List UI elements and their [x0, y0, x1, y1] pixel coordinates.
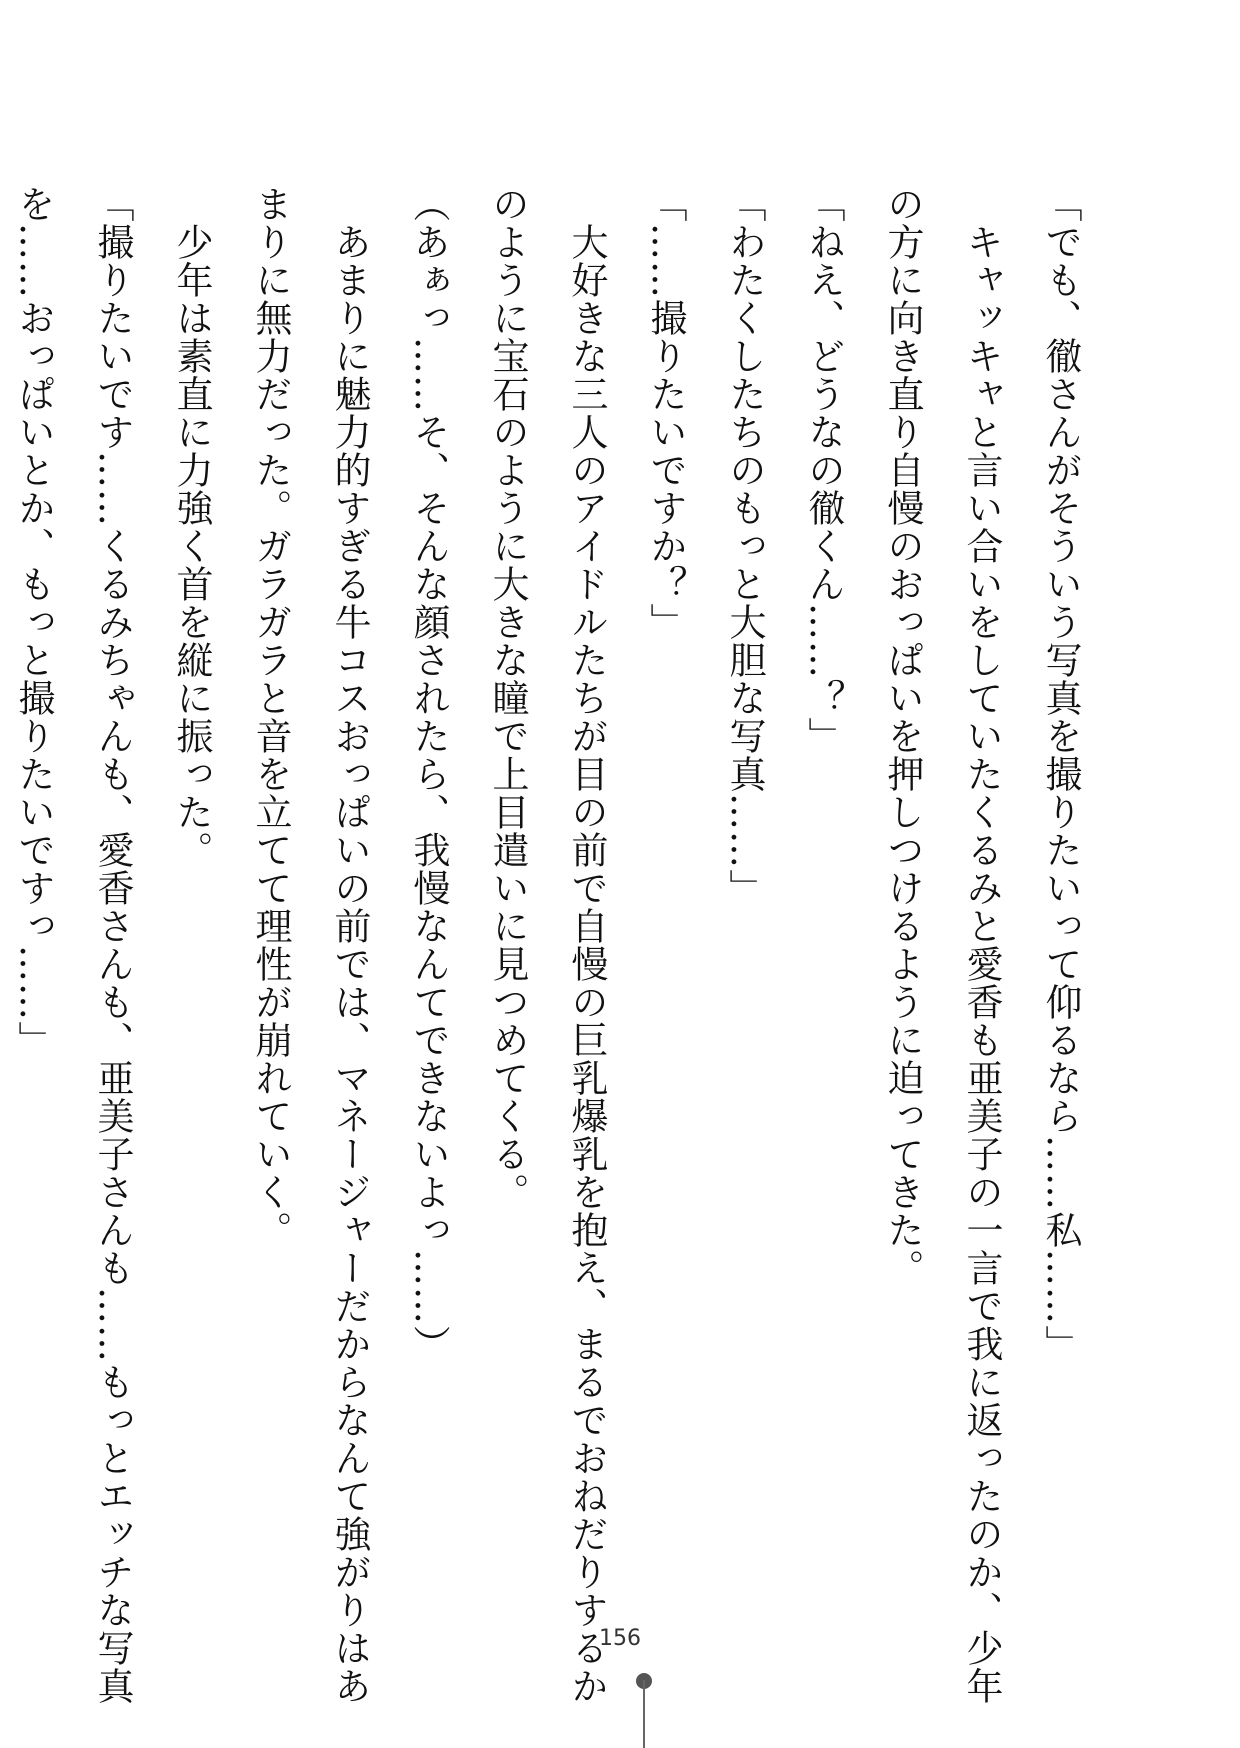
text-line: を……おっぱいとか、もっと撮りたいですっ……」	[12, 185, 55, 1059]
text-line: キャッキャと言い合いをしていたくるみと愛香も亜美子の一言で我に返ったのか、少年	[960, 185, 1003, 1705]
text-line: 大好きな三人のアイドルたちが目の前で自慢の巨乳爆乳を抱え、まるでおねだりするか	[565, 185, 608, 1705]
text-line: まりに無力だった。ガラガラと音を立てて理性が崩れていく。	[249, 185, 292, 1249]
text-line: （あぁっ……そ、そんな顔されたら、我慢なんてできないよっ……）	[407, 185, 450, 1363]
text-line: 「ねえ、どうなの徹くん……？」	[802, 185, 845, 755]
text-line: 「……撮りたいですか？」	[644, 185, 687, 641]
text-line: 「わたくしたちのもっと大胆な写真……」	[723, 185, 766, 907]
page-number: 156	[599, 1626, 641, 1651]
text-line: あまりに魅力的すぎる牛コスおっぱいの前では、マネージャーだからなんて強がりはあ	[328, 185, 371, 1705]
text-line: の方に向き直り自慢のおっぱいを押しつけるように迫ってきた。	[881, 185, 924, 1287]
text-line: 「撮りたいです……くるみちゃんも、愛香さんも、亜美子さんも……もっとエッチな写真	[91, 185, 134, 1705]
text-line: 少年は素直に力強く首を縦に振った。	[170, 185, 213, 869]
text-line: のように宝石のように大きな瞳で上目遣いに見つめてくる。	[486, 185, 529, 1211]
text-line: 「でも、徹さんがそういう写真を撮りたいって仰るなら……私……」	[1039, 185, 1082, 1363]
page-marker-line	[643, 1680, 645, 1748]
